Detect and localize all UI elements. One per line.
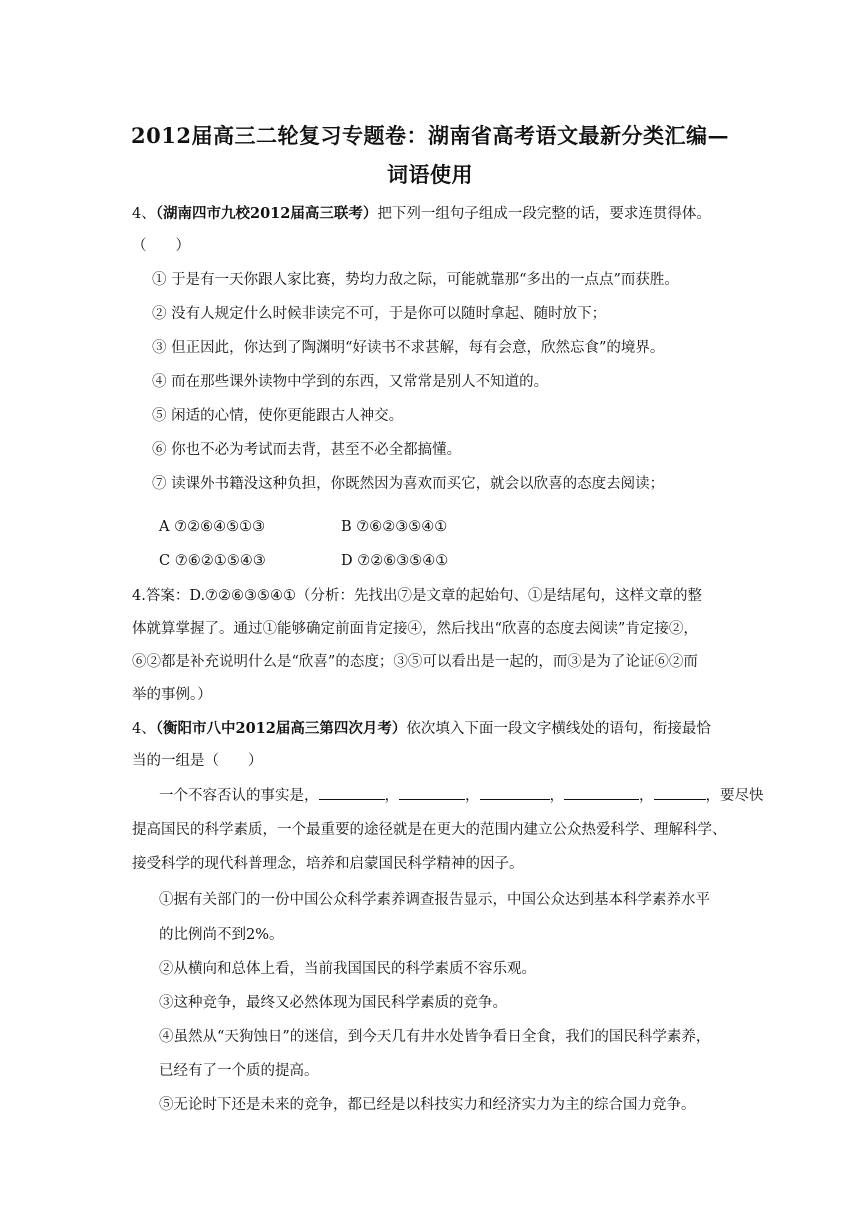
question-1-stem [132,204,711,224]
answer-line-4: 举的事例。） [132,687,212,703]
fill-blank-1[interactable] [319,785,385,800]
document-title-line-1: 2012届高三二轮复习专题卷：湖南省高考语文最新分类汇编— [131,123,729,148]
passage-line-1 [159,785,764,806]
option-d: D ⑦②⑥③⑤④① [341,553,449,569]
answer-line-1: 4.答案：D.⑦②⑥③⑤④①（分析：先找出⑦是文章的起始句、①是结尾句，这样文章的整 [132,588,703,604]
fill-blank-3[interactable] [480,785,550,800]
item-4: ④虽然从“天狗蚀日”的迷信，到今天几有井水处皆争看日全食，我们的国民科学素养， [159,1029,711,1045]
blank-separator-2: ， [465,788,480,804]
passage-end: ，要尽快 [705,788,764,804]
document-title-line-2: 词语使用 [387,162,473,187]
item-3: ③这种竞争，最终又必然体现为国民科学素质的竞争。 [159,995,507,1011]
sentence-5: ⑤ 闲适的心情，使你更能跟古人神交。 [152,408,404,424]
question-1-answer-paren: （ ） [132,238,190,254]
question-2-stem-cont: 当的一组是（ ） [132,753,263,769]
sentence-3: ③ 但正因此，你达到了陶渊明“好读书不求甚解，每有会意，欣然忘食”的境界。 [152,340,665,356]
question-1-source: （湖南四市九校2012届高三联考） [155,205,378,222]
item-1-cont: 的比例尚不到2%。 [159,927,284,943]
question-1-number: 4、 [132,206,156,222]
blank-separator-3: ， [549,788,564,804]
question-2-number: 4、 [132,721,156,737]
passage-start: 一个不容否认的事实是， [159,788,319,804]
option-b: B ⑦⑥②③⑤④① [341,519,448,535]
sentence-6: ⑥ 你也不必为考试而去背，甚至不必全都搞懂。 [152,442,462,458]
answer-line-3: ⑥②都是补充说明什么是“欣喜”的态度；③⑤可以看出是一起的，而③是为了论证⑥②而 [132,654,698,670]
answer-line-2: 体就算掌握了。通过①能够确定前面肯定接④，然后找出“欣喜的态度去阅读”肯定接②， [132,621,698,637]
fill-blank-4[interactable] [564,785,639,800]
fill-blank-2[interactable] [399,785,465,800]
sentence-2: ② 没有人规定什么时候非读完不可，于是你可以随时拿起、随时放下； [152,306,607,322]
sentence-1: ① 于是有一天你跟人家比赛，势均力敌之际，可能就靠那“多出的一点点”而获胜。 [152,272,679,288]
option-a: A ⑦②⑥④⑤①③ [159,519,266,535]
blank-separator-1: ， [384,788,399,804]
passage-line-2: 提高国民的科学素质，一个最重要的途径就是在更大的范围内建立公众热爱科学、理解科学、 [132,822,727,838]
question-1-text: 把下列一组句子组成一段完整的话，要求连贯得体。 [377,206,711,222]
item-1: ①据有关部门的一份中国公众科学素养调查报告显示，中国公众达到基本科学素养水平 [159,892,710,908]
item-5: ⑤无论时下还是未来的竞争，都已经是以科技实力和经济实力为主的综合国力竞争。 [159,1097,696,1113]
sentence-4: ④ 而在那些课外读物中学到的东西，又常常是别人不知道的。 [152,374,549,390]
question-2-text: 依次填入下面一段文字横线处的语句，衔接最恰 [406,721,711,737]
question-2-source: （衡阳市八中2012届高三第四次月考） [155,720,407,737]
blank-separator-4: ， [639,788,654,804]
passage-line-3: 接受科学的现代科普理念，培养和启蒙国民科学精神的因子。 [132,856,524,872]
item-2: ②从横向和总体上看，当前我国国民的科学素质不容乐观。 [159,961,536,977]
option-c: C ⑦⑥②①⑤④③ [159,553,266,569]
sentence-7: ⑦ 读课外书籍没这种负担，你既然因为喜欢而买它，就会以欣喜的态度去阅读； [152,476,665,492]
question-2-stem [132,719,711,739]
item-4-cont: 已经有了一个质的提高。 [159,1063,319,1079]
fill-blank-5[interactable] [654,785,706,800]
